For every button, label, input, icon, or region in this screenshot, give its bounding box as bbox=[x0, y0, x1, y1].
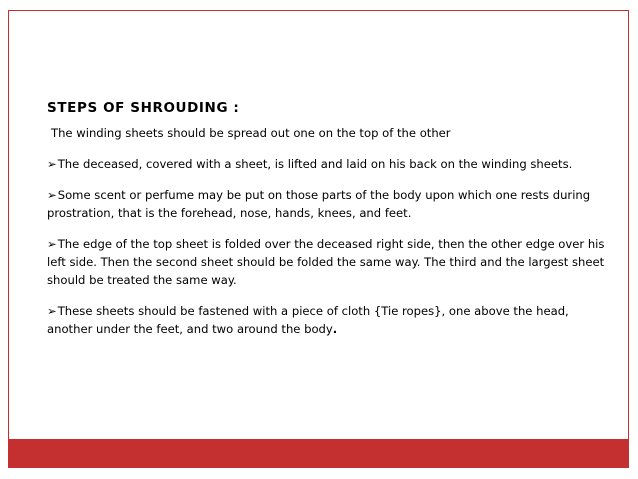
arrow-bullet-icon: ➢ bbox=[47, 157, 57, 171]
step-text: The deceased, covered with a sheet, is lifted and laid on his back on the winding sheets. bbox=[57, 157, 573, 171]
arrow-bullet-icon: ➢ bbox=[47, 188, 57, 202]
step-end-period: . bbox=[332, 322, 338, 336]
arrow-bullet-icon: ➢ bbox=[47, 237, 57, 251]
intro-text: The winding sheets should be spread out one on the top of the other bbox=[51, 126, 451, 140]
step-text: The edge of the top sheet is folded over the deceased right side, then the other edge over his left side. Then the second sheet should be folded the same way. The third and the largest sheet should be treated the same way. bbox=[47, 237, 605, 287]
step-text: Some scent or perfume may be put on those parts of the body upon which one rests during prostration, that is the forehead, nose, hands, knees, and feet. bbox=[47, 188, 591, 220]
step-item bbox=[47, 155, 607, 173]
slide-heading: STEPS OF SHROUDING : bbox=[47, 100, 240, 116]
footer-bar bbox=[8, 439, 629, 468]
step-text: These sheets should be fastened with a piece of cloth {Tie ropes}, one above the head, another under the feet, and two around the body bbox=[47, 304, 569, 336]
step-item bbox=[47, 302, 607, 338]
step-item bbox=[47, 186, 607, 222]
arrow-bullet-icon: ➢ bbox=[47, 304, 57, 318]
slide-body bbox=[47, 124, 607, 351]
step-item bbox=[47, 235, 607, 289]
